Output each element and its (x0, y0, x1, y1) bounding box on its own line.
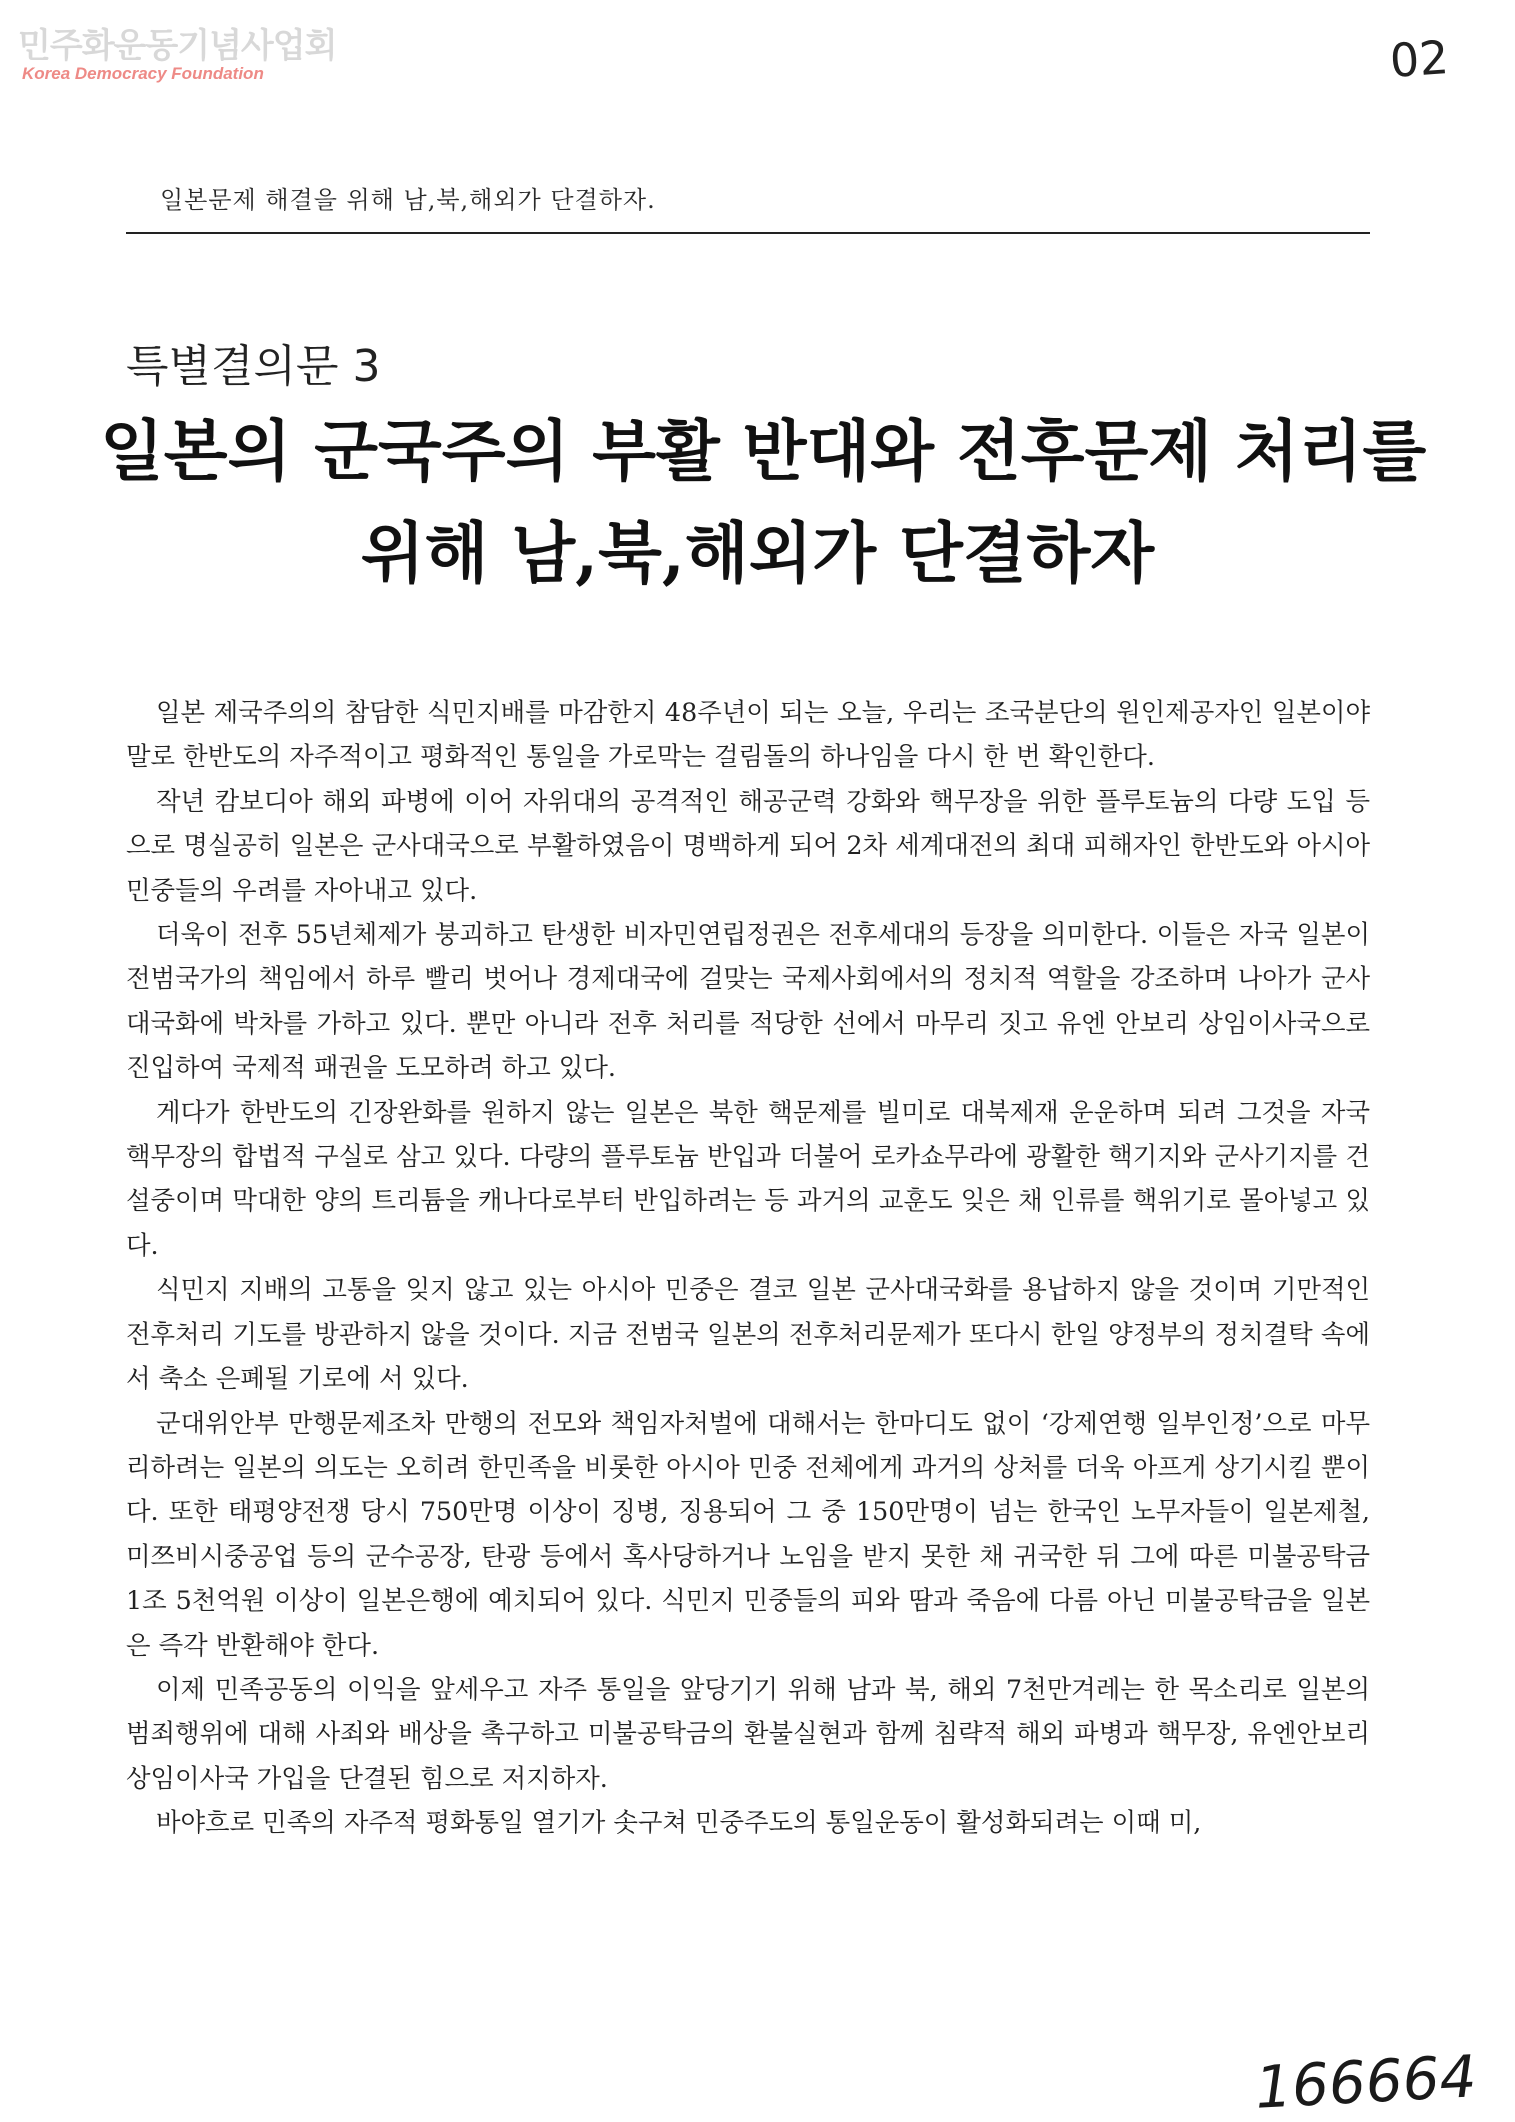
paragraph: 이제 민족공동의 이익을 앞세우고 자주 통일을 앞당기기 위해 남과 북, 해외 7천만겨레는 한 목소리로 일본의 범죄행위에 대해 사죄와 배상을 촉구하고 미불공탁금의 환불실현과 함께 침략적 해외 파병과 핵무장, 유엔안보리 상임이사국 가입을 단결된 힘으로 저지하자. (126, 1673, 1370, 1793)
header-rule (126, 232, 1370, 234)
body-text (126, 690, 1370, 1845)
title-line-2: 위해 남,북,해외가 단결하자 (360, 514, 1155, 592)
paragraph: 작년 캄보디아 해외 파병에 이어 자위대의 공격적인 해공군력 강화와 핵무장을 위한 플루토늄의 다량 도입 등으로 명실공히 일본은 군사대국으로 부활하였음이 명백하게 되어 2차 세계대전의 최대 피해자인 한반도와 아시아 민중들의 우려를 자아내고 있다. (126, 785, 1370, 905)
paragraph: 군대위안부 만행문제조차 만행의 전모와 책임자처벌에 대해서는 한마디도 없이 ‘강제연행 일부인정’으로 마무리하려는 일본의 의도는 오히려 한민족을 비롯한 아시아 민중 전체에게 과거의 상처를 더욱 아프게 상기시킬 뿐이다. 또한 태평양전쟁 당시 750만명 이상이 징병, 징용되어 그 중 150만명이 넘는 한국인 노무자들이 일본제철, 미쯔비시중공업 등의 군수공장, 탄광 등에서 혹사당하거나 노임을 받지 못한 채 귀국한 뒤 그에 따른 미불공탁금 1조 5천억원 이상이 일본은행에 예치되어 있다. 식민지 민중들의 피와 땀과 죽음에 다름 아닌 미불공탁금을 일본은 즉각 반환해야 한다. (126, 1407, 1370, 1660)
handwritten-archive-number: 166664 (1253, 2042, 1479, 2122)
paragraph: 일본 제국주의의 참담한 식민지배를 마감한지 48주년이 되는 오늘, 우리는 조국분단의 원인제공자인 일본이야말로 한반도의 자주적이고 평화적인 통일을 가로막는 걸림돌의 하나임을 다시 한 번 확인한다. (126, 697, 1370, 772)
handwritten-page-mark: 02 (1388, 30, 1451, 88)
resolution-label: 특별결의문 3 (126, 341, 381, 392)
paragraph: 식민지 지배의 고통을 잊지 않고 있는 아시아 민중은 결코 일본 군사대국화를 용납하지 않을 것이며 기만적인 전후처리 기도를 방관하지 않을 것이다. 지금 전범국 일본의 전후처리문제가 또다시 한일 양정부의 정치결탁 속에서 축소 은폐될 기로에 서 있다. (126, 1274, 1370, 1394)
watermark-korean: 민주화운동기념사업회 (18, 26, 337, 66)
paragraph: 게다가 한반도의 긴장완화를 원하지 않는 일본은 북한 핵문제를 빌미로 대북제재 운운하며 되려 그것을 자국 핵무장의 합법적 구실로 삼고 있다. 다량의 플루토늄 반입과 더불어 로카쇼무라에 광활한 핵기지와 군사기지를 건설중이며 막대한 양의 트리튬을 캐나다로부터 반입하려는 등 과거의 교훈도 잊은 채 인류를 핵위기로 몰아넣고 있다. (126, 1096, 1370, 1260)
paragraph: 더욱이 전후 55년체제가 붕괴하고 탄생한 비자민연립정권은 전후세대의 등장을 의미한다. 이들은 자국 일본이 전범국가의 책임에서 하루 빨리 벗어나 경제대국에 걸맞는 국제사회에서의 정치적 역할을 강조하며 나아가 군사대국화에 박차를 가하고 있다. 뿐만 아니라 전후 처리를 적당한 선에서 마무리 짓고 유엔 안보리 상임이사국으로 진입하여 국제적 패권을 도모하려 하고 있다. (126, 919, 1370, 1083)
running-header: 일본문제 해결을 위해 남,북,해외가 단결하자. (160, 186, 656, 214)
paragraph: 바야흐로 민족의 자주적 평화통일 열기가 솟구쳐 민중주도의 통일운동이 활성화되려는 이때 미, (156, 1807, 1202, 1838)
title-line-1: 일본의 군국주의 부활 반대와 전후문제 처리를 (100, 412, 1427, 490)
watermark-english: Korea Democracy Foundation (22, 64, 264, 83)
